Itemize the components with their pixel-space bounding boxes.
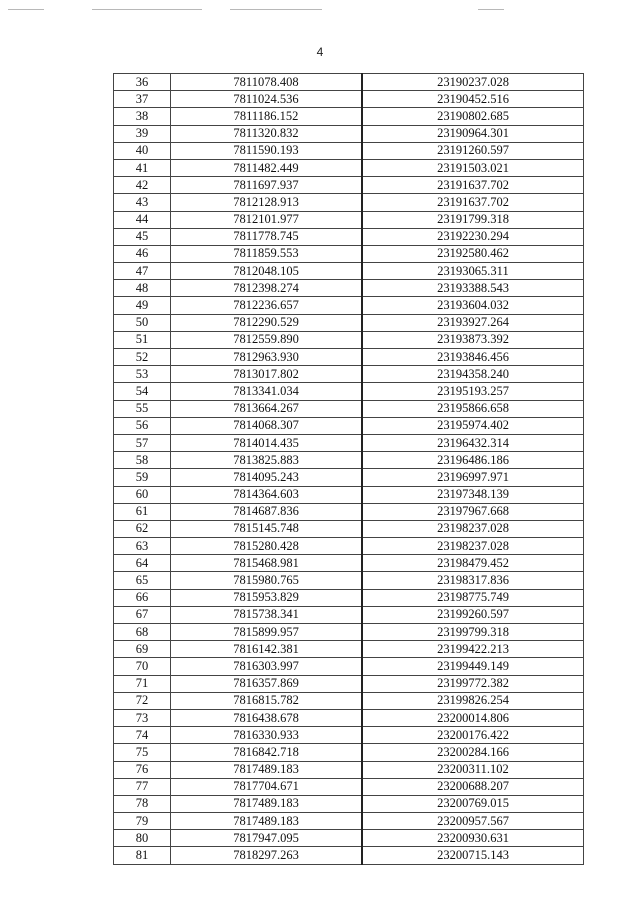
y-coordinate-cell: 23191260.597 — [362, 142, 584, 159]
point-number-cell: 64 — [114, 555, 171, 572]
x-coordinate-cell: 7815468.981 — [171, 555, 363, 572]
y-coordinate-cell: 23190802.685 — [362, 108, 584, 125]
point-number-cell: 41 — [114, 159, 171, 176]
x-coordinate-cell: 7812963.930 — [171, 349, 363, 366]
x-coordinate-cell: 7817947.095 — [171, 830, 363, 847]
x-coordinate-cell: 7818297.263 — [171, 847, 363, 864]
point-number-cell: 40 — [114, 142, 171, 159]
x-coordinate-cell: 7811697.937 — [171, 177, 363, 194]
table-row — [114, 727, 584, 744]
point-number-cell: 79 — [114, 813, 171, 830]
point-number-cell: 66 — [114, 589, 171, 606]
y-coordinate-cell: 23198237.028 — [362, 520, 584, 537]
table-row — [114, 761, 584, 778]
scan-header-artifacts — [0, 6, 640, 14]
point-number-cell: 75 — [114, 744, 171, 761]
table-row — [114, 74, 584, 91]
y-coordinate-cell: 23193388.543 — [362, 280, 584, 297]
y-coordinate-cell: 23191637.702 — [362, 177, 584, 194]
x-coordinate-cell: 7812290.529 — [171, 314, 363, 331]
x-coordinate-cell: 7813664.267 — [171, 400, 363, 417]
point-number-cell: 49 — [114, 297, 171, 314]
y-coordinate-cell: 23198317.836 — [362, 572, 584, 589]
x-coordinate-cell: 7816357.869 — [171, 675, 363, 692]
table-row — [114, 125, 584, 142]
y-coordinate-cell: 23200930.631 — [362, 830, 584, 847]
table-row — [114, 469, 584, 486]
x-coordinate-cell: 7815953.829 — [171, 589, 363, 606]
table-row — [114, 211, 584, 228]
point-number-cell: 44 — [114, 211, 171, 228]
table-row — [114, 142, 584, 159]
x-coordinate-cell: 7812236.657 — [171, 297, 363, 314]
point-number-cell: 54 — [114, 383, 171, 400]
point-number-cell: 67 — [114, 606, 171, 623]
point-number-cell: 77 — [114, 778, 171, 795]
x-coordinate-cell: 7816142.381 — [171, 641, 363, 658]
x-coordinate-cell: 7811024.536 — [171, 91, 363, 108]
point-number-cell: 46 — [114, 245, 171, 262]
y-coordinate-cell: 23199449.149 — [362, 658, 584, 675]
y-coordinate-cell: 23192580.462 — [362, 245, 584, 262]
table-row — [114, 177, 584, 194]
point-number-cell: 42 — [114, 177, 171, 194]
point-number-cell: 72 — [114, 692, 171, 709]
page-number: 4 — [316, 45, 324, 59]
y-coordinate-cell: 23191799.318 — [362, 211, 584, 228]
y-coordinate-cell: 23195974.402 — [362, 417, 584, 434]
table-row — [114, 297, 584, 314]
y-coordinate-cell: 23200715.143 — [362, 847, 584, 864]
point-number-cell: 43 — [114, 194, 171, 211]
x-coordinate-cell: 7811859.553 — [171, 245, 363, 262]
coordinates-table-body — [114, 74, 584, 865]
y-coordinate-cell: 23199260.597 — [362, 606, 584, 623]
x-coordinate-cell: 7811482.449 — [171, 159, 363, 176]
x-coordinate-cell: 7817704.671 — [171, 778, 363, 795]
table-row — [114, 520, 584, 537]
y-coordinate-cell: 23200176.422 — [362, 727, 584, 744]
table-row — [114, 245, 584, 262]
x-coordinate-cell: 7817489.183 — [171, 813, 363, 830]
x-coordinate-cell: 7814068.307 — [171, 417, 363, 434]
y-coordinate-cell: 23193604.032 — [362, 297, 584, 314]
y-coordinate-cell: 23191637.702 — [362, 194, 584, 211]
table-row — [114, 503, 584, 520]
table-row — [114, 744, 584, 761]
x-coordinate-cell: 7814095.243 — [171, 469, 363, 486]
x-coordinate-cell: 7813825.883 — [171, 452, 363, 469]
y-coordinate-cell: 23199799.318 — [362, 624, 584, 641]
table-row — [114, 366, 584, 383]
coordinates-table — [113, 73, 584, 865]
table-row — [114, 280, 584, 297]
x-coordinate-cell: 7812128.913 — [171, 194, 363, 211]
x-coordinate-cell: 7811590.193 — [171, 142, 363, 159]
table-row — [114, 108, 584, 125]
y-coordinate-cell: 23193927.264 — [362, 314, 584, 331]
table-row — [114, 675, 584, 692]
y-coordinate-cell: 23198237.028 — [362, 538, 584, 555]
point-number-cell: 68 — [114, 624, 171, 641]
point-number-cell: 71 — [114, 675, 171, 692]
point-number-cell: 61 — [114, 503, 171, 520]
table-row — [114, 417, 584, 434]
point-number-cell: 56 — [114, 417, 171, 434]
point-number-cell: 59 — [114, 469, 171, 486]
x-coordinate-cell: 7814364.603 — [171, 486, 363, 503]
x-coordinate-cell: 7812048.105 — [171, 263, 363, 280]
table-row — [114, 452, 584, 469]
table-row — [114, 847, 584, 864]
y-coordinate-cell: 23197348.139 — [362, 486, 584, 503]
table-row — [114, 228, 584, 245]
table-row — [114, 589, 584, 606]
table-row — [114, 314, 584, 331]
point-number-cell: 57 — [114, 434, 171, 451]
point-number-cell: 73 — [114, 709, 171, 726]
x-coordinate-cell: 7816330.933 — [171, 727, 363, 744]
y-coordinate-cell: 23200769.015 — [362, 795, 584, 812]
table-row — [114, 538, 584, 555]
y-coordinate-cell: 23197967.668 — [362, 503, 584, 520]
y-coordinate-cell: 23200688.207 — [362, 778, 584, 795]
x-coordinate-cell: 7817489.183 — [171, 795, 363, 812]
table-row — [114, 692, 584, 709]
x-coordinate-cell: 7815280.428 — [171, 538, 363, 555]
point-number-cell: 48 — [114, 280, 171, 297]
y-coordinate-cell: 23198775.749 — [362, 589, 584, 606]
point-number-cell: 58 — [114, 452, 171, 469]
y-coordinate-cell: 23190964.301 — [362, 125, 584, 142]
point-number-cell: 50 — [114, 314, 171, 331]
x-coordinate-cell: 7812398.274 — [171, 280, 363, 297]
x-coordinate-cell: 7815738.341 — [171, 606, 363, 623]
y-coordinate-cell: 23198479.452 — [362, 555, 584, 572]
y-coordinate-cell: 23199826.254 — [362, 692, 584, 709]
point-number-cell: 65 — [114, 572, 171, 589]
y-coordinate-cell: 23193846.456 — [362, 349, 584, 366]
x-coordinate-cell: 7817489.183 — [171, 761, 363, 778]
y-coordinate-cell: 23190237.028 — [362, 74, 584, 91]
point-number-cell: 38 — [114, 108, 171, 125]
y-coordinate-cell: 23200311.102 — [362, 761, 584, 778]
point-number-cell: 69 — [114, 641, 171, 658]
x-coordinate-cell: 7815980.765 — [171, 572, 363, 589]
y-coordinate-cell: 23199772.382 — [362, 675, 584, 692]
table-row — [114, 830, 584, 847]
table-row — [114, 91, 584, 108]
point-number-cell: 60 — [114, 486, 171, 503]
x-coordinate-cell: 7812559.890 — [171, 331, 363, 348]
table-row — [114, 331, 584, 348]
x-coordinate-cell: 7811778.745 — [171, 228, 363, 245]
y-coordinate-cell: 23195866.658 — [362, 400, 584, 417]
table-row — [114, 778, 584, 795]
point-number-cell: 62 — [114, 520, 171, 537]
table-row — [114, 555, 584, 572]
point-number-cell: 39 — [114, 125, 171, 142]
x-coordinate-cell: 7813017.802 — [171, 366, 363, 383]
y-coordinate-cell: 23196997.971 — [362, 469, 584, 486]
y-coordinate-cell: 23191503.021 — [362, 159, 584, 176]
table-row — [114, 263, 584, 280]
point-number-cell: 76 — [114, 761, 171, 778]
y-coordinate-cell: 23200014.806 — [362, 709, 584, 726]
point-number-cell: 52 — [114, 349, 171, 366]
table-row — [114, 795, 584, 812]
point-number-cell: 53 — [114, 366, 171, 383]
table-row — [114, 486, 584, 503]
point-number-cell: 55 — [114, 400, 171, 417]
point-number-cell: 36 — [114, 74, 171, 91]
y-coordinate-cell: 23200957.567 — [362, 813, 584, 830]
x-coordinate-cell: 7815145.748 — [171, 520, 363, 537]
x-coordinate-cell: 7814014.435 — [171, 434, 363, 451]
x-coordinate-cell: 7815899.957 — [171, 624, 363, 641]
x-coordinate-cell: 7811186.152 — [171, 108, 363, 125]
table-row — [114, 159, 584, 176]
x-coordinate-cell: 7816815.782 — [171, 692, 363, 709]
y-coordinate-cell: 23196432.314 — [362, 434, 584, 451]
point-number-cell: 74 — [114, 727, 171, 744]
point-number-cell: 51 — [114, 331, 171, 348]
y-coordinate-cell: 23199422.213 — [362, 641, 584, 658]
table-row — [114, 194, 584, 211]
table-row — [114, 434, 584, 451]
table-row — [114, 606, 584, 623]
point-number-cell: 70 — [114, 658, 171, 675]
table-row — [114, 383, 584, 400]
table-row — [114, 658, 584, 675]
x-coordinate-cell: 7811078.408 — [171, 74, 363, 91]
point-number-cell: 78 — [114, 795, 171, 812]
point-number-cell: 45 — [114, 228, 171, 245]
point-number-cell: 37 — [114, 91, 171, 108]
table-row — [114, 572, 584, 589]
point-number-cell: 47 — [114, 263, 171, 280]
table-row — [114, 641, 584, 658]
point-number-cell: 63 — [114, 538, 171, 555]
x-coordinate-cell: 7816303.997 — [171, 658, 363, 675]
table-row — [114, 709, 584, 726]
x-coordinate-cell: 7816438.678 — [171, 709, 363, 726]
table-row — [114, 624, 584, 641]
y-coordinate-cell: 23200284.166 — [362, 744, 584, 761]
x-coordinate-cell: 7812101.977 — [171, 211, 363, 228]
x-coordinate-cell: 7816842.718 — [171, 744, 363, 761]
table-row — [114, 349, 584, 366]
y-coordinate-cell: 23195193.257 — [362, 383, 584, 400]
y-coordinate-cell: 23193065.311 — [362, 263, 584, 280]
y-coordinate-cell: 23196486.186 — [362, 452, 584, 469]
x-coordinate-cell: 7813341.034 — [171, 383, 363, 400]
y-coordinate-cell: 23192230.294 — [362, 228, 584, 245]
table-row — [114, 813, 584, 830]
y-coordinate-cell: 23190452.516 — [362, 91, 584, 108]
y-coordinate-cell: 23193873.392 — [362, 331, 584, 348]
table-row — [114, 400, 584, 417]
x-coordinate-cell: 7811320.832 — [171, 125, 363, 142]
y-coordinate-cell: 23194358.240 — [362, 366, 584, 383]
x-coordinate-cell: 7814687.836 — [171, 503, 363, 520]
point-number-cell: 81 — [114, 847, 171, 864]
point-number-cell: 80 — [114, 830, 171, 847]
